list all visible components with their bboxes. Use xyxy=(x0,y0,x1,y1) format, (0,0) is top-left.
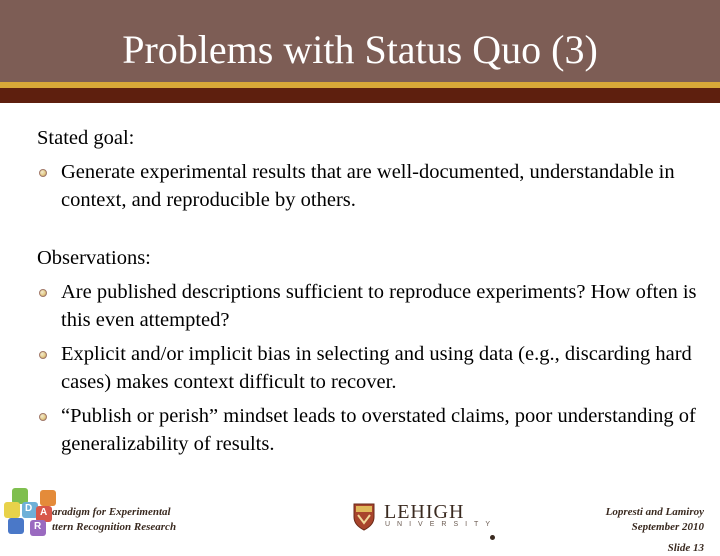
bullet-text: “Publish or perish” mindset leads to overstated claims, poor understanding of generalizability of results. xyxy=(61,405,696,455)
footer-date-slide xyxy=(484,520,704,556)
section-heading: Stated goal: xyxy=(37,127,135,149)
section-heading: Observations: xyxy=(37,247,151,269)
bullet-list xyxy=(37,158,697,214)
bullet-item xyxy=(37,158,697,214)
bullet-dot-icon xyxy=(39,169,47,177)
bullet-text: Generate experimental results that are well-documented, understandable in context, and reproducible by others. xyxy=(61,161,675,211)
logo-block xyxy=(4,502,20,518)
footer-date: September 2010 xyxy=(631,521,704,533)
bullet-item xyxy=(37,278,697,334)
bullet-item xyxy=(37,340,697,396)
bullet-text: Are published descriptions sufficient to reproduce experiments? How often is this even attempted? xyxy=(61,281,697,331)
bullet-dot-icon xyxy=(39,351,47,359)
slide-title: Problems with Status Quo (3) xyxy=(122,27,598,72)
logo-letter: A xyxy=(40,507,48,518)
logo-letter: D xyxy=(25,503,33,514)
section-observations xyxy=(37,244,697,458)
footer-project-line: aradigm for Experimental xyxy=(52,506,171,518)
university-subtitle: UNIVERSITY xyxy=(385,521,498,528)
bullet-item xyxy=(37,402,697,458)
university-name: LEHIGH xyxy=(384,501,465,523)
slide-number: Slide 13 xyxy=(667,542,704,554)
bullet-text: Explicit and/or implicit bias in selecting and using data (e.g., discarding hard cases) makes context difficult to recover. xyxy=(61,343,692,393)
logo-block xyxy=(8,518,24,534)
bullet-list xyxy=(37,278,697,458)
separator-dot-icon xyxy=(490,535,495,540)
footer-credits xyxy=(484,505,704,556)
slide-header xyxy=(0,0,720,82)
bullet-dot-icon xyxy=(39,289,47,297)
lehigh-shield-icon xyxy=(353,503,375,531)
logo-block xyxy=(40,490,56,506)
footer-project-line: ttern Recognition Research xyxy=(52,521,177,533)
footer-project-name xyxy=(52,505,252,535)
footer-authors: Lopresti and Lamiroy xyxy=(605,506,704,518)
logo-block xyxy=(30,520,46,536)
bullet-dot-icon xyxy=(39,413,47,421)
section-stated-goal xyxy=(37,124,697,214)
slide-body xyxy=(37,124,697,458)
logo-letter: R xyxy=(34,521,42,532)
header-maroon-band xyxy=(0,88,720,103)
